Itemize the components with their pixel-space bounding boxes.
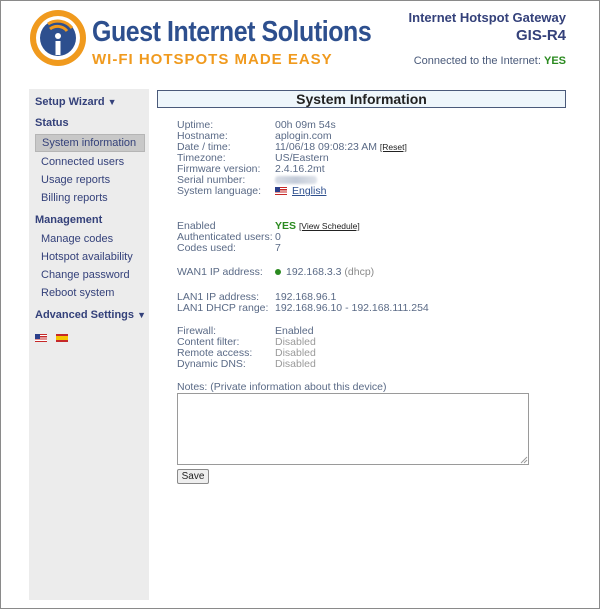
serial-label: Serial number: bbox=[177, 174, 246, 186]
us-flag-icon bbox=[275, 187, 287, 195]
lan-dhcp-value: 192.168.96.10 - 192.168.111.254 bbox=[275, 302, 429, 314]
status-dot-icon bbox=[275, 269, 281, 275]
hostname-label: Hostname: bbox=[177, 130, 228, 142]
codes-used-label: Codes used: bbox=[177, 242, 236, 254]
firmware-label: Firmware version: bbox=[177, 163, 261, 175]
firewall-label: Firewall: bbox=[177, 325, 217, 337]
resize-grip-icon[interactable] bbox=[520, 456, 528, 464]
sidebar-item-change-password[interactable]: Change password bbox=[41, 269, 130, 281]
firewall-value: Enabled bbox=[275, 325, 314, 337]
remote-access-label: Remote access: bbox=[177, 347, 253, 359]
product-line: Internet Hotspot Gateway bbox=[408, 10, 566, 25]
reset-link[interactable]: [Reset] bbox=[379, 142, 407, 152]
language-flags bbox=[29, 329, 149, 347]
internet-status-label: Connected to the Internet: bbox=[413, 55, 541, 67]
sidebar-item-billing-reports[interactable]: Billing reports bbox=[41, 192, 108, 204]
notes-textarea[interactable] bbox=[177, 393, 529, 465]
language-label: System language: bbox=[177, 185, 262, 197]
gis-logo-icon bbox=[28, 8, 88, 68]
advanced-settings-link[interactable] bbox=[29, 309, 149, 321]
lan-ip-value: 192.168.96.1 bbox=[275, 291, 337, 303]
redacted-blur bbox=[275, 176, 317, 184]
page-title-box bbox=[157, 90, 566, 108]
remote-access-value: Disabled bbox=[275, 347, 316, 359]
dynamic-dns-value: Disabled bbox=[275, 358, 316, 370]
datetime-value: 11/06/18 09:08:23 AM bbox=[275, 141, 377, 153]
firmware-value: 2.4.16.2mt bbox=[275, 163, 325, 175]
content-filter-value: Disabled bbox=[275, 336, 316, 348]
setup-wizard-label: Setup Wizard bbox=[35, 96, 105, 108]
internet-status bbox=[414, 55, 566, 67]
model-name: GIS-R4 bbox=[515, 27, 566, 44]
view-schedule-link[interactable]: [View Schedule] bbox=[298, 221, 360, 231]
wan-mode: (dhcp) bbox=[344, 266, 375, 278]
wan-ip-label: WAN1 IP address: bbox=[177, 266, 263, 278]
language-link[interactable]: English bbox=[292, 185, 327, 197]
sidebar-item-reboot-system[interactable]: Reboot system bbox=[41, 287, 115, 299]
us-flag-icon[interactable] bbox=[35, 334, 47, 342]
hostname-value: aplogin.com bbox=[275, 130, 332, 142]
timezone-label: Timezone: bbox=[177, 152, 226, 164]
advanced-settings-label: Advanced Settings bbox=[35, 309, 135, 321]
enabled-value: YES bbox=[275, 220, 297, 232]
uptime-label: Uptime: bbox=[177, 119, 214, 131]
status-heading: Status bbox=[35, 117, 69, 129]
brand-name: Guest Internet Solutions bbox=[92, 16, 372, 48]
wan-ip-value: 192.168.3.3 bbox=[286, 266, 342, 278]
page-title: System Information bbox=[296, 91, 427, 107]
chevron-down-icon: ▼ bbox=[107, 97, 117, 107]
chevron-down-icon: ▼ bbox=[137, 310, 147, 320]
management-heading: Management bbox=[35, 214, 103, 226]
auth-users-value: 0 bbox=[275, 231, 281, 243]
brand-tagline: WI-FI HOTSPOTS MADE EASY bbox=[92, 51, 333, 68]
setup-wizard-link[interactable] bbox=[29, 96, 149, 108]
sidebar-item-usage-reports[interactable]: Usage reports bbox=[41, 174, 111, 186]
notes-label: Notes: (Private information about this device) bbox=[177, 381, 387, 393]
dynamic-dns-label: Dynamic DNS: bbox=[177, 358, 246, 370]
internet-status-value: YES bbox=[543, 55, 566, 67]
enabled-group bbox=[275, 220, 360, 232]
datetime-label: Date / time: bbox=[177, 141, 231, 153]
enabled-label: Enabled bbox=[177, 220, 216, 232]
sidebar bbox=[29, 89, 149, 600]
codes-used-value: 7 bbox=[275, 242, 281, 254]
content-filter-label: Content filter: bbox=[177, 336, 240, 348]
sidebar-item-hotspot-availability[interactable]: Hotspot availability bbox=[41, 251, 133, 263]
lan-ip-label: LAN1 IP address: bbox=[177, 291, 260, 303]
sidebar-item-system-information[interactable]: System information bbox=[35, 134, 145, 152]
wan-ip-group bbox=[275, 266, 374, 278]
sidebar-item-manage-codes[interactable]: Manage codes bbox=[41, 233, 114, 245]
lan-dhcp-label: LAN1 DHCP range: bbox=[177, 302, 269, 314]
sidebar-item-connected-users[interactable]: Connected users bbox=[41, 156, 125, 168]
spain-flag-icon[interactable] bbox=[56, 334, 68, 342]
auth-users-label: Authenticated users: bbox=[177, 231, 273, 243]
language-group bbox=[275, 185, 326, 197]
timezone-value: US/Eastern bbox=[275, 152, 329, 164]
product-info bbox=[409, 10, 566, 44]
uptime-value: 00h 09m 54s bbox=[275, 119, 336, 131]
save-button[interactable]: Save bbox=[177, 469, 209, 484]
